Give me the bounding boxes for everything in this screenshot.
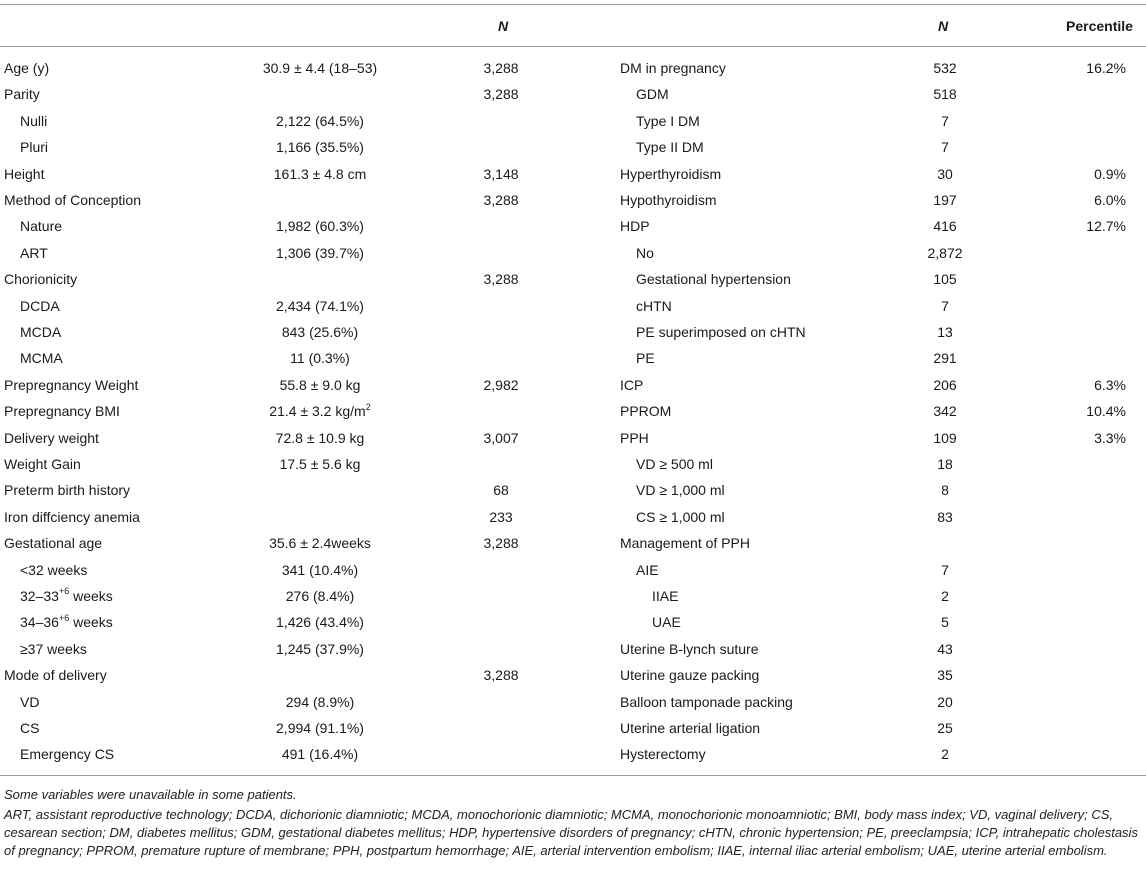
right-row-label [636,266,791,292]
value-superscript: 2 [365,401,371,412]
table-row [0,398,1146,424]
right-row-n: 35 [937,667,953,684]
right-row-n: 109 [933,429,957,446]
right-row-label [636,319,806,345]
right-row-label [636,134,704,160]
row-label-text: Iron diffciency anemia [4,508,140,525]
row-label-text: Uterine arterial ligation [620,720,761,736]
left-row-label [20,689,39,715]
right-row-percentile: 0.9% [1094,165,1126,182]
row-label-tail: weeks [69,588,113,604]
right-row-n: 7 [941,112,949,129]
left-row-n: 2,982 [483,376,519,393]
right-row-label [636,451,713,477]
left-row-value [276,425,365,451]
left-row-value [276,134,364,160]
label-superscript: +6 [58,612,70,623]
row-label-text: No [636,244,654,261]
left-row-label [20,557,87,583]
right-row-n: 518 [933,86,957,103]
right-row-n: 83 [937,508,953,525]
table-row [0,715,1146,741]
left-row-label [4,451,81,477]
right-row-label [620,636,759,662]
table-row [0,741,1146,767]
value-text: 30.9 ± 4.4 (18–53) [262,60,378,76]
right-row-n: 8 [941,482,949,499]
value-text: 1,982 (60.3%) [276,218,364,235]
table-row [0,662,1146,688]
left-row-label [4,662,107,688]
row-label-text: Balloon tamponade packing [620,693,793,710]
table-row [0,530,1146,556]
value-text: 2,994 (91.1%) [276,720,364,736]
value-text: 35.6 ± 2.4weeks [269,535,371,552]
left-row-value [282,741,358,767]
row-label-text: MCMA [20,350,63,367]
value-text: 1,426 (43.4%) [276,614,364,631]
table-row [0,451,1146,477]
left-row-n: 3,288 [483,667,519,684]
table-row [0,345,1146,371]
left-row-label [20,609,113,635]
right-row-n: 2,872 [927,244,963,261]
value-text: 2,122 (64.5%) [276,112,364,129]
right-row-label [636,108,700,134]
row-label-text: 34–36 [20,614,59,631]
table-row [0,609,1146,635]
row-label-text: Type II DM [636,139,704,156]
left-row-value [276,636,364,662]
right-row-label [620,715,760,741]
left-row-n: 3,288 [483,192,519,208]
left-row-label [20,715,39,741]
left-row-n: 68 [493,482,509,499]
row-label-text: Hypothyroidism [620,192,717,208]
value-text: 55.8 ± 9.0 kg [279,376,361,393]
row-label-text: PE superimposed on cHTN [636,324,806,340]
left-row-value [269,398,370,424]
right-row-n: 43 [937,640,953,657]
right-row-percentile: 12.7% [1086,218,1126,235]
table-row [0,55,1146,81]
left-row-n: 3,148 [483,165,519,182]
right-row-n: 532 [933,60,957,76]
row-label-text: Prepregnancy Weight [4,376,139,393]
left-row-label [20,293,60,319]
left-row-label [20,345,63,371]
header-right-n: N [938,18,949,34]
row-label-text: Type I DM [636,112,700,129]
left-row-n: 3,288 [483,271,519,288]
right-row-label [620,213,650,239]
left-row-value [276,609,364,635]
table-row [0,557,1146,583]
value-text: 11 (0.3%) [290,350,350,367]
left-row-value [274,161,367,187]
table-row [0,293,1146,319]
header-left-n: N [498,18,509,34]
value-text: 161.3 ± 4.8 cm [273,165,367,182]
row-label-tail: weeks [69,614,113,631]
row-label-text: Gestational age [4,535,103,552]
right-row-n: 2 [941,588,949,604]
header-rule [0,46,1146,47]
right-row-label [620,372,643,398]
left-row-value [276,240,364,266]
right-row-n: 5 [941,614,949,631]
left-row-value [290,345,350,371]
row-label-text: Method of Conception [4,192,141,208]
left-row-label [4,187,141,213]
row-label-text: Parity [4,86,40,103]
row-label-text: PPH [620,429,649,446]
table-row [0,504,1146,530]
left-row-label [20,240,48,266]
row-label-text: AIE [636,561,659,578]
value-text: 2,434 (74.1%) [276,297,364,314]
row-label-text: IIAE [652,588,679,604]
right-row-n: 7 [941,139,949,156]
row-label-text: Mode of delivery [4,667,107,684]
left-row-label [4,81,40,107]
left-row-label [20,108,47,134]
row-label-text: ICP [620,376,644,393]
row-label-text: ART [20,244,48,261]
table-row [0,319,1146,345]
right-row-label [620,741,706,767]
left-row-n: 3,288 [483,86,519,103]
bottom-rule [0,775,1146,776]
table-row [0,636,1146,662]
right-row-label [620,398,671,424]
left-row-label [4,372,138,398]
left-row-value [263,55,377,81]
row-label-text: CS ≥ 1,000 ml [636,508,725,525]
row-label-text: GDM [636,86,669,103]
row-label-text: MCDA [20,324,62,340]
row-label-text: Chorionicity [4,271,78,288]
right-row-n: 416 [933,218,957,235]
left-row-label [4,425,99,451]
table-row [0,213,1146,239]
table-row [0,108,1146,134]
table-row [0,425,1146,451]
top-rule [0,4,1146,5]
right-row-label [636,81,669,107]
right-row-label [620,662,759,688]
row-label-text: 32–33 [20,588,59,604]
label-superscript: +6 [58,586,70,597]
table-row [0,372,1146,398]
right-row-n: 7 [941,561,949,578]
value-text: 1,166 (35.5%) [276,139,364,156]
row-label-text: Nature [20,218,63,235]
row-label-text: Management of PPH [620,535,750,552]
row-label-text: DCDA [20,297,60,314]
right-row-label [652,583,678,609]
right-row-n: 20 [937,693,953,710]
row-label-text: Uterine B-lynch suture [620,640,759,657]
row-label-text: HDP [620,218,650,235]
left-row-value [276,715,364,741]
table-row [0,266,1146,292]
table-row [0,81,1146,107]
row-label-text: PE [636,350,655,367]
left-row-n: 233 [489,508,513,525]
left-row-value [276,108,364,134]
right-row-label [620,425,649,451]
footnote-availability: Some variables were unavailable in some patients. [4,787,297,802]
row-label-text: <32 weeks [20,561,88,578]
value-text: 294 (8.9%) [285,693,355,710]
header-percentile: Percentile [1066,18,1133,34]
right-row-n: 2 [941,746,949,763]
left-row-label [4,55,49,81]
row-label-text: Prepregnancy BMI [4,403,120,420]
left-row-label [4,504,140,530]
row-label-text: Nulli [20,112,48,129]
right-row-n: 342 [933,403,957,420]
left-row-value [276,213,364,239]
table-row [0,187,1146,213]
left-row-n: 3,007 [483,429,519,446]
left-row-label [4,477,130,503]
row-label-text: Age (y) [4,60,50,76]
right-row-percentile: 6.3% [1094,376,1126,393]
row-label-text: Hysterectomy [620,746,706,763]
row-label-text: Hyperthyroidism [620,165,722,182]
row-label-text: Preterm birth history [4,482,131,499]
right-row-n: 25 [937,720,953,736]
right-row-percentile: 16.2% [1086,60,1126,76]
right-row-n: 13 [937,324,953,340]
left-row-label [20,134,48,160]
right-row-n: 7 [941,297,949,314]
left-row-value [282,557,358,583]
left-row-label [20,319,61,345]
right-row-n: 105 [933,271,957,288]
row-label-text: Emergency CS [20,746,115,763]
value-text: 276 (8.4%) [285,588,355,604]
right-row-label [636,557,659,583]
row-label-text: UAE [652,614,681,631]
right-row-n: 206 [933,376,957,393]
left-row-value [286,583,354,609]
row-label-text: CS [20,720,40,736]
value-text: 1,306 (39.7%) [276,244,364,261]
right-row-n: 197 [933,192,957,208]
left-row-value [282,319,358,345]
table-row [0,240,1146,266]
left-row-value [286,689,354,715]
table-row [0,583,1146,609]
right-row-percentile: 10.4% [1086,403,1126,420]
row-label-text: DM in pregnancy [620,60,726,76]
row-label-text: VD [20,693,40,710]
footnote-abbreviations: ART, assistant reproductive technology; DCDA, dichorionic diamniotic; MCDA, monochorionic diamniotic; MCMA, monochorionic monoamniotic; BMI, body mass index; VD, vaginal delivery; CS, cesarean section; DM, diabetes mellitus; GDM, gestational diabetes mellitus; HDP, hypertensive disorders of pregnancy; cHTN, chronic hypertension; PE, preeclampsia; ICP, intrahepatic cholestasis of pregnancy; PPROM, premature rupture of membrane; PPH, postpartum hemorrhage; AIE, arterial intervention embolism; IIAE, internal iliac arterial embolism; UAE, uterine arterial embolism. [4,807,1138,858]
left-row-label [20,583,113,609]
right-row-n: 18 [937,456,953,472]
row-label-text: Height [4,165,45,182]
right-row-label [620,530,750,556]
row-label-text: ≥37 weeks [20,640,87,657]
right-row-n: 30 [937,165,953,182]
row-label-text: PPROM [620,403,672,420]
value-text: 72.8 ± 10.9 kg [275,429,365,446]
right-row-label [636,240,654,266]
left-row-label [4,266,77,292]
row-label-text: VD ≥ 1,000 ml [636,482,725,499]
left-row-label [4,398,120,424]
left-row-label [4,530,102,556]
table-row [0,161,1146,187]
row-label-text: Uterine gauze packing [620,667,760,684]
value-text: 1,245 (37.9%) [276,640,364,657]
left-row-label [20,636,87,662]
right-row-percentile: 6.0% [1094,192,1126,208]
row-label-text: cHTN [636,297,672,314]
left-row-value [280,372,361,398]
right-row-label [636,345,655,371]
value-text: 341 (10.4%) [281,561,359,578]
table-footnotes [4,786,1142,860]
left-row-label [20,213,62,239]
value-text: 21.4 ± 3.2 kg/m [269,403,366,420]
right-row-label [636,504,725,530]
value-text: 17.5 ± 5.6 kg [279,456,361,472]
row-label-text: Delivery weight [4,429,99,446]
right-row-label [620,55,726,81]
right-row-label [620,689,793,715]
right-row-label [652,609,681,635]
right-row-n: 291 [933,350,957,367]
value-text: 491 (16.4%) [281,746,359,763]
right-row-label [620,187,716,213]
right-row-percentile: 3.3% [1094,429,1126,446]
right-row-label [636,477,725,503]
left-row-n: 3,288 [483,535,519,552]
row-label-text: Gestational hypertension [636,271,791,288]
row-label-text: VD ≥ 500 ml [636,456,713,472]
table-row [0,689,1146,715]
table-row [0,134,1146,160]
left-row-value [269,530,371,556]
value-text: 843 (25.6%) [281,324,359,340]
left-row-value [280,451,361,477]
table-row [0,477,1146,503]
row-label-text: Pluri [20,139,49,156]
left-row-label [4,161,44,187]
left-row-n: 3,288 [483,60,519,76]
right-row-label [636,293,672,319]
right-row-label [620,161,721,187]
left-row-value [276,293,364,319]
left-row-label [20,741,114,767]
row-label-text: Weight Gain [4,456,81,472]
